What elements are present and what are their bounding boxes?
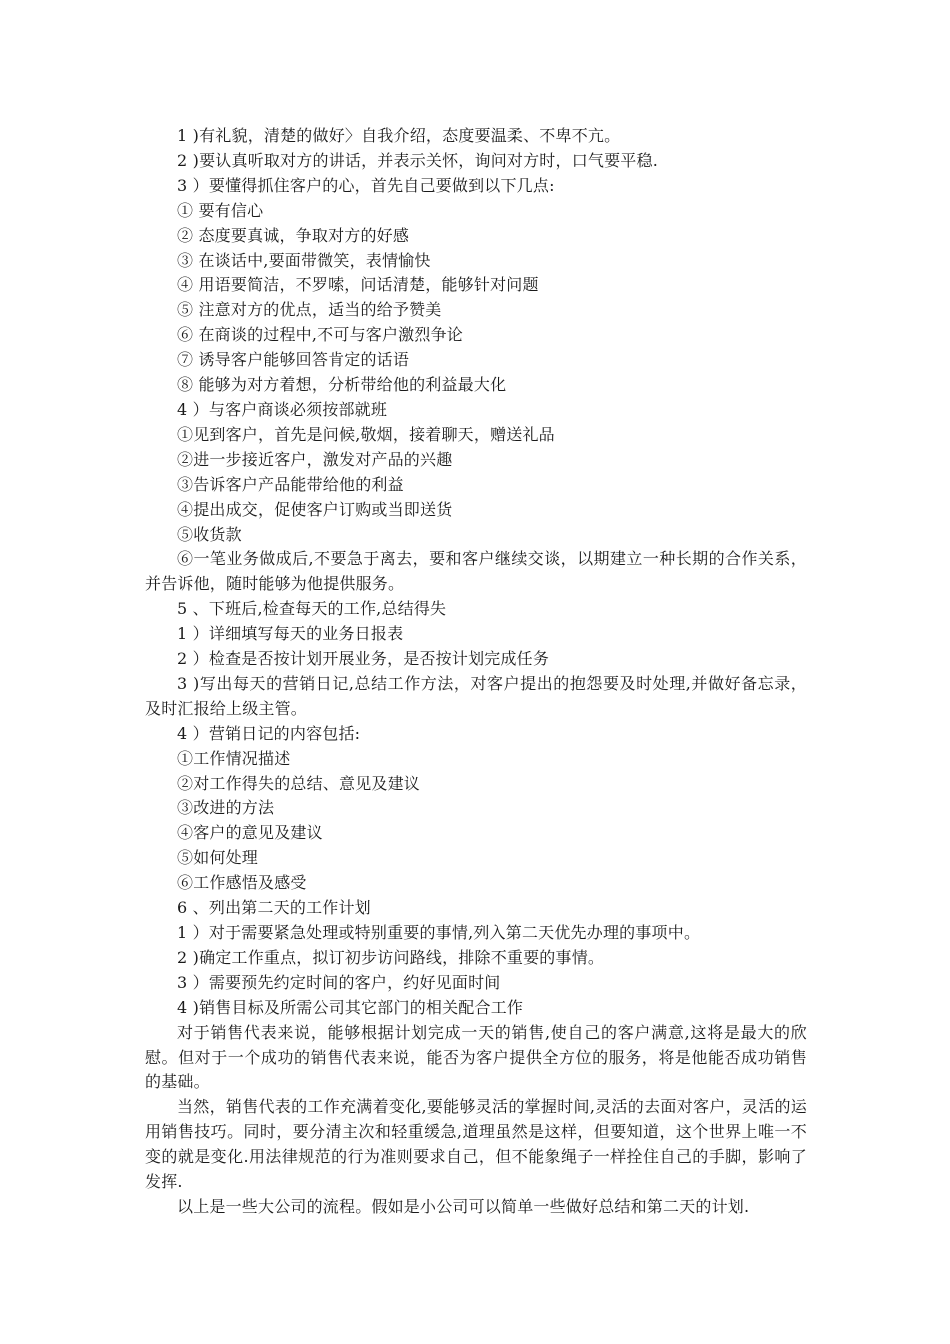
body-line: ②对工作得失的总结、意见及建议 [177, 773, 421, 793]
body-line: ⑤如何处理 [177, 848, 259, 868]
body-line: ④客户的意见及建议 [177, 823, 323, 843]
body-line: ④ 用语要简洁，不罗嗦，问话清楚，能够针对问题 [177, 275, 539, 295]
body-line: 1 ）详细填写每天的业务日报表 [177, 624, 404, 644]
body-paragraph: 对于销售代表来说，能够根据计划完成一天的销售,使自己的客户满意,这将是最大的欣慰。但对于一个成功的销售代表来说，能否为客户提供全方位的服务，将是他能否成功销售的基础。 [145, 1022, 807, 1092]
body-line: 2 )确定工作重点，拟订初步访问路线，排除不重要的事情。 [177, 947, 605, 967]
document-body [145, 124, 807, 1220]
body-line: 2 )要认真听取对方的讲话，并表示关怀，询问对方时，口气要平稳. [177, 150, 658, 170]
body-line: ④提出成交，促使客户订购或当即送货 [177, 499, 453, 519]
body-line: 4 ）与客户商谈必须按部就班 [177, 399, 388, 419]
body-paragraph: 当然，销售代表的工作充满着变化,要能够灵活的掌握时间,灵活的去面对客户，灵活的运用销售技巧。同时，要分清主次和轻重缓急,道理虽然是这样，但要知道，这个世界上唯一不变的就是变化.用法律规范的行为准则要求自己，但不能象绳子一样拴住自己的手脚，影响了发挥. [145, 1097, 807, 1192]
body-line: ⑧ 能够为对方着想，分析带给他的利益最大化 [177, 375, 507, 395]
body-line: ③ 在谈话中,要面带微笑，表情愉快 [177, 250, 431, 270]
body-line: ⑤ 注意对方的优点，适当的给予赞美 [177, 300, 442, 320]
body-paragraph: 3 )写出每天的营销日记,总结工作方法，对客户提出的抱怨要及时处理,并做好备忘录，及时汇报给上级主管。 [145, 673, 807, 718]
body-line: 3 ）需要预先约定时间的客户，约好见面时间 [177, 972, 501, 992]
body-line: 4 ）营销日记的内容包括: [177, 723, 361, 743]
body-line: ③改进的方法 [177, 798, 275, 818]
body-line: 4 )销售目标及所需公司其它部门的相关配合工作 [177, 997, 524, 1017]
body-line: 5 、下班后,检查每天的工作,总结得失 [177, 599, 447, 619]
body-line: 2 ）检查是否按计划开展业务，是否按计划完成任务 [177, 649, 550, 669]
body-line: ② 态度要真诚，争取对方的好感 [177, 225, 410, 245]
body-line: ②进一步接近客户，激发对产品的兴趣 [177, 449, 453, 469]
body-line: 6 、列出第二天的工作计划 [177, 898, 371, 918]
body-line: ① 要有信心 [177, 200, 264, 220]
body-paragraph: 以上是一些大公司的流程。假如是小公司可以简单一些做好总结和第二天的计划. [177, 1196, 750, 1216]
body-line: ⑤收货款 [177, 524, 242, 544]
body-line: ①工作情况描述 [177, 748, 291, 768]
body-line: ⑥ 在商谈的过程中,不可与客户激烈争论 [177, 325, 463, 345]
body-paragraph: ⑥一笔业务做成后,不要急于离去，要和客户继续交谈，以期建立一种长期的合作关系，并告诉他，随时能够为他提供服务。 [145, 549, 807, 594]
body-line: ⑦ 诱导客户能够回答肯定的话语 [177, 350, 410, 370]
body-line: ①见到客户，首先是问候,敬烟，接着聊天，赠送礼品 [177, 424, 555, 444]
body-line: 1 )有礼貌，清楚的做好〉自我介绍，态度要温柔、不卑不亢。 [177, 126, 621, 145]
body-line: ③告诉客户产品能带给他的利益 [177, 474, 404, 494]
body-line: 3 ）要懂得抓住客户的心，首先自己要做到以下几点: [177, 175, 555, 195]
body-line: ⑥工作感悟及感受 [177, 873, 307, 893]
body-line: 1 ）对于需要紧急处理或特别重要的事情,列入第二天优先办理的事项中。 [177, 923, 701, 942]
